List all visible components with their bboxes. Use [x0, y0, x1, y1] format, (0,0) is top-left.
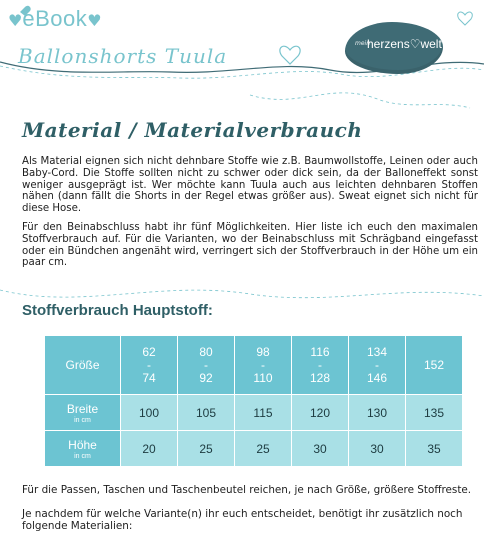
width-value: 130 [349, 395, 406, 431]
height-value: 30 [292, 431, 349, 467]
heart-icon: ♥ [8, 11, 23, 30]
paragraph-beinabschluss: Für den Beinabschluss habt ihr fünf Möglichkeiten. Hier liste ich euch den maximalen Stoffverbrauch auf. Für die Varianten, wo der Beinabschluss mit Schrägband eingefasst oder ein Bündchen angenäht wird, verringert sich der Stoffverbrauch in der Höhe um ein paar cm. [22, 222, 478, 269]
size-cell: 62 - 74 [121, 336, 178, 395]
size-cell: 152 [406, 336, 463, 395]
size-cell: 134 - 146 [349, 336, 406, 395]
width-value: 105 [178, 395, 235, 431]
height-value: 35 [406, 431, 463, 467]
width-value: 100 [121, 395, 178, 431]
size-row-label: Größe [45, 336, 121, 395]
height-value: 25 [178, 431, 235, 467]
herzenswelt-logo: mein herzens♡welt [345, 22, 443, 74]
size-cell: 116 - 128 [292, 336, 349, 395]
width-row [45, 395, 463, 431]
footer-note-1: Für die Passen, Taschen und Taschenbeutel reichen, je nach Größe, größere Stoffreste. [22, 484, 472, 496]
ebook-label: ♥eBook♥ [8, 6, 102, 31]
ebook-title: Ballonshorts Tuula [18, 44, 228, 68]
height-row [45, 431, 463, 467]
size-cell: 80 - 92 [178, 336, 235, 395]
width-value: 135 [406, 395, 463, 431]
size-row [45, 336, 463, 395]
footer-note-2: Je nachdem für welche Variante(n) ihr euch entscheidet, benötigt ihr zusätzlich noch folgende Materialien: [22, 508, 463, 532]
section-title: Material / Materialverbrauch [22, 118, 363, 142]
paragraph-material: Als Material eignen sich nicht dehnbare Stoffe wie z.B. Baumwollstoffe, Leinen oder auch Baby-Cord. Die Stoffe sollten nicht zu schwer oder dick sein, da der Balloneffekt sonst weniger ausgeprägt ist. Wer möchte kann Tuula auch aus leichten dehnbaren Stoffen nähen (dann fällt die Shorts in der Regel etwas größer aus). Sweat eignet sich nicht für diese Hose. [22, 156, 478, 215]
width-row-label: Breite in cm [45, 395, 121, 431]
size-cell: 98 - 110 [235, 336, 292, 395]
height-value: 25 [235, 431, 292, 467]
width-value: 115 [235, 395, 292, 431]
height-value: 20 [121, 431, 178, 467]
heart-icon: ♥ [87, 11, 102, 30]
height-row-label: Höhe in cm [45, 431, 121, 467]
header [0, 0, 484, 110]
width-value: 120 [292, 395, 349, 431]
fabric-table [44, 335, 463, 467]
height-value: 30 [349, 431, 406, 467]
table-heading: Stoffverbrauch Hauptstoff: [22, 302, 213, 319]
